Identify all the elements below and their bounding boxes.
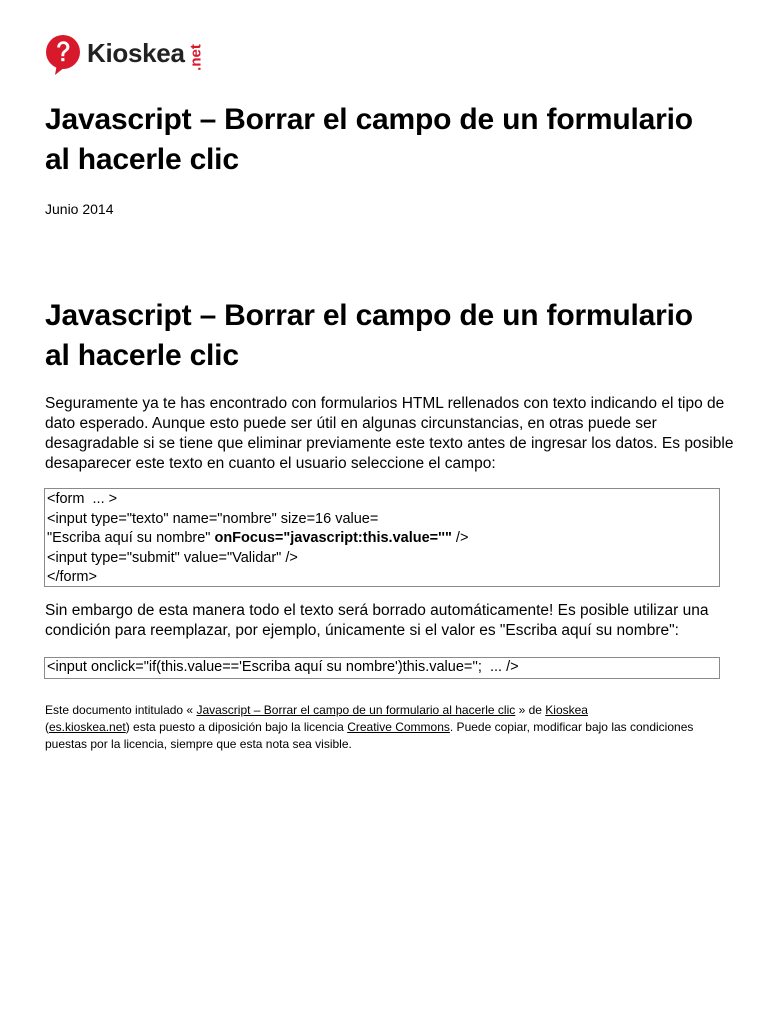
document-link[interactable]: Javascript – Borrar el campo de un formulario al hacerle clic xyxy=(196,703,516,717)
logo-tld: .net xyxy=(187,43,205,71)
code-line: </form> xyxy=(47,569,97,585)
footer-text: . Puede copiar, modificar bajo las condiciones puestas por la licencia, siempre que esta nota sea visible. xyxy=(45,720,694,751)
article-heading: Javascript – Borrar el campo de un formulario al hacerle clic xyxy=(45,299,693,372)
footer-text: ) esta puesto a diposición bajo la licencia xyxy=(125,720,348,734)
publication-date: Junio 2014 xyxy=(45,201,114,217)
logo-wordmark: Kioskea xyxy=(87,38,185,68)
code-line: <input onclick="if(this.value=='Escriba aquí su nombre')this.value=''; ... /> xyxy=(47,659,519,675)
second-paragraph: Sin embargo de esta manera todo el texto será borrado automáticamente! Es posible utilizar una condición para reemplazar, por ejemplo, únicamente si el valor es "Escriba aquí su nombre": xyxy=(45,602,709,639)
page-title: Javascript – Borrar el campo de un formulario al hacerle clic xyxy=(45,103,693,176)
footer-text: ( xyxy=(45,720,49,734)
code-line: <form ... > xyxy=(47,491,118,507)
intro-paragraph: Seguramente ya te has encontrado con formularios HTML rellenados con texto indicando el tipo de dato esperado. Aunque esto puede ser útil en algunas circunstancias, en otras puede ser desagradable si se tiene que eliminar previamente este texto antes de ingresar los datos. Es posible desaparecer este texto en cuanto el usuario seleccione el campo: xyxy=(45,395,734,472)
code-text: "Escriba aquí su nombre" xyxy=(47,530,215,546)
license-link[interactable]: Creative Commons xyxy=(347,720,450,734)
site-link[interactable]: Kioskea xyxy=(545,703,588,717)
footer-text: » de xyxy=(515,703,546,717)
code-line: <input type="texto" name="nombre" size=16 value= xyxy=(47,510,379,527)
site-logo[interactable] xyxy=(45,34,211,76)
code-block-form xyxy=(44,488,720,587)
license-footer xyxy=(45,702,735,753)
footer-text: Este documento intitulado « xyxy=(45,703,197,717)
question-bubble-icon xyxy=(45,34,81,76)
code-block-onclick xyxy=(44,657,720,679)
code-line: <input type="submit" value="Validar" /> xyxy=(47,549,298,566)
code-text: /> xyxy=(451,530,469,546)
code-line xyxy=(47,529,717,549)
domain-link[interactable]: es.kioskea.net xyxy=(49,720,126,734)
code-highlight: onFocus="javascript:this.value=''" xyxy=(214,530,452,546)
